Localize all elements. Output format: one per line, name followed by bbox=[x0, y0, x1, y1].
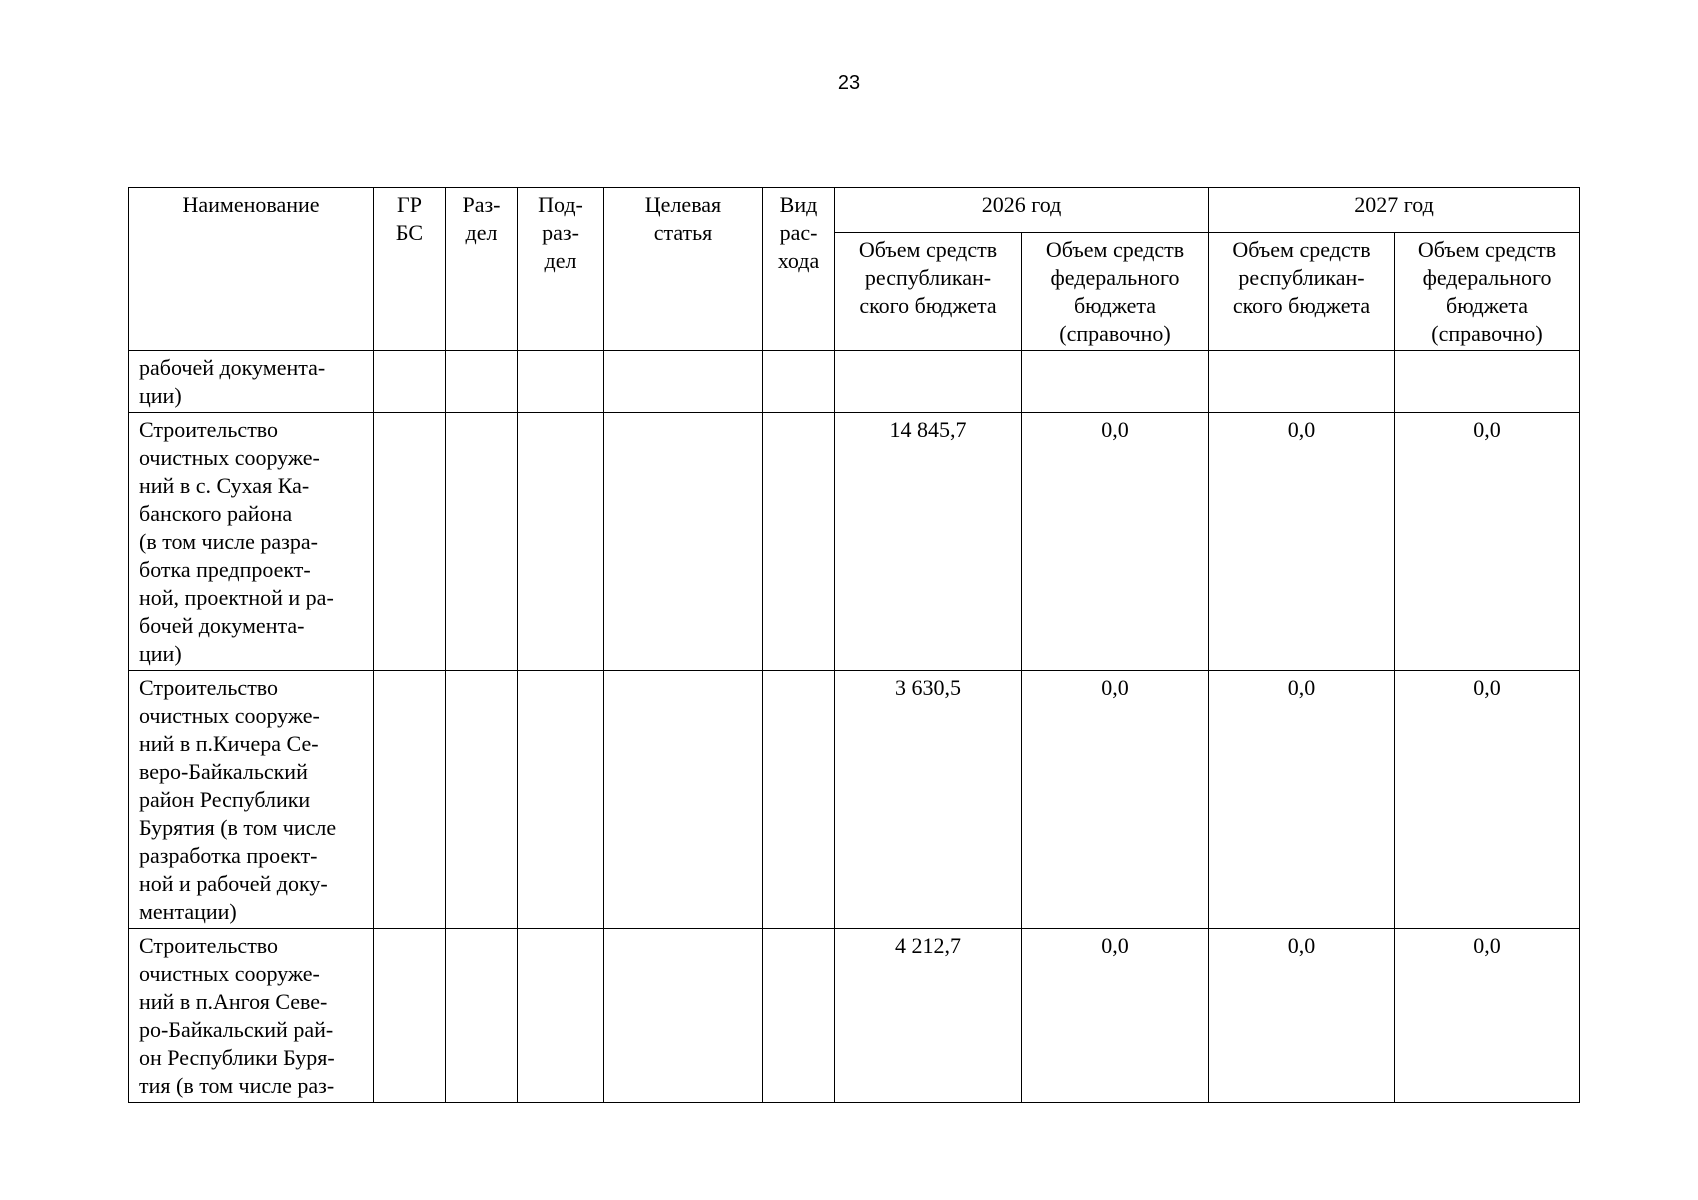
cell-name: рабочей документа- ции) bbox=[129, 351, 374, 413]
cell-razdel bbox=[446, 351, 518, 413]
cell-name: Строительство очистных сооруже- ний в с. Сухая Ка- банского района (в том числе разра- ботка предпроект- ной, проектной и ра- бочей документа- ции) bbox=[129, 413, 374, 671]
cell-rep-2026: 4 212,7 bbox=[835, 929, 1022, 1103]
cell-name: Строительство очистных сооруже- ний в п.Ангоя Севе- ро-Байкальский рай- он Республики Буря- тия (в том числе раз- bbox=[129, 929, 374, 1103]
cell-podrazdel bbox=[518, 413, 604, 671]
cell-vid bbox=[763, 929, 835, 1103]
cell-rep-2026: 14 845,7 bbox=[835, 413, 1022, 671]
header-rep-budget-2027: Объем средств республикан- ского бюджета bbox=[1209, 233, 1395, 351]
cell-razdel bbox=[446, 929, 518, 1103]
cell-rep-2027: 0,0 bbox=[1209, 929, 1395, 1103]
header-fed-budget-2027: Объем средств федерального бюджета (справочно) bbox=[1395, 233, 1580, 351]
table-row bbox=[129, 351, 1580, 413]
cell-name: Строительство очистных сооруже- ний в п.Кичера Се- веро-Байкальский район Республики Бурятия (в том числе разработка проект- ной и рабочей доку- ментации) bbox=[129, 671, 374, 929]
cell-rep-2026 bbox=[835, 351, 1022, 413]
cell-celevaya bbox=[604, 413, 763, 671]
cell-rep-2027: 0,0 bbox=[1209, 671, 1395, 929]
cell-celevaya bbox=[604, 351, 763, 413]
table-row bbox=[129, 929, 1580, 1103]
header-vid-rashoda: Вид рас- хода bbox=[763, 188, 835, 351]
cell-fed-2026: 0,0 bbox=[1022, 413, 1209, 671]
header-name: Наименование bbox=[129, 188, 374, 351]
cell-podrazdel bbox=[518, 671, 604, 929]
header-rep-budget-2026: Объем средств республикан- ского бюджета bbox=[835, 233, 1022, 351]
cell-fed-2026 bbox=[1022, 351, 1209, 413]
cell-celevaya bbox=[604, 929, 763, 1103]
cell-razdel bbox=[446, 671, 518, 929]
header-razdel: Раз- дел bbox=[446, 188, 518, 351]
cell-fed-2027: 0,0 bbox=[1395, 929, 1580, 1103]
page-number: 23 bbox=[837, 72, 861, 94]
header-podrazdel: Под- раз- дел bbox=[518, 188, 604, 351]
cell-podrazdel bbox=[518, 929, 604, 1103]
cell-grbs bbox=[374, 413, 446, 671]
header-year-2026: 2026 год bbox=[835, 188, 1209, 233]
cell-fed-2026: 0,0 bbox=[1022, 929, 1209, 1103]
cell-podrazdel bbox=[518, 351, 604, 413]
cell-fed-2027: 0,0 bbox=[1395, 671, 1580, 929]
cell-razdel bbox=[446, 413, 518, 671]
header-fed-budget-2026: Объем средств федерального бюджета (справочно) bbox=[1022, 233, 1209, 351]
header-grbs: ГР БС bbox=[374, 188, 446, 351]
cell-fed-2027: 0,0 bbox=[1395, 413, 1580, 671]
cell-vid bbox=[763, 413, 835, 671]
cell-vid bbox=[763, 671, 835, 929]
cell-rep-2026: 3 630,5 bbox=[835, 671, 1022, 929]
cell-rep-2027: 0,0 bbox=[1209, 413, 1395, 671]
cell-grbs bbox=[374, 671, 446, 929]
budget-table bbox=[128, 187, 1580, 1103]
cell-grbs bbox=[374, 351, 446, 413]
cell-celevaya bbox=[604, 671, 763, 929]
header-year-2027: 2027 год bbox=[1209, 188, 1580, 233]
cell-fed-2027 bbox=[1395, 351, 1580, 413]
cell-rep-2027 bbox=[1209, 351, 1395, 413]
cell-fed-2026: 0,0 bbox=[1022, 671, 1209, 929]
table-row bbox=[129, 413, 1580, 671]
table-row bbox=[129, 671, 1580, 929]
cell-vid bbox=[763, 351, 835, 413]
header-celevaya-statya: Целевая статья bbox=[604, 188, 763, 351]
cell-grbs bbox=[374, 929, 446, 1103]
